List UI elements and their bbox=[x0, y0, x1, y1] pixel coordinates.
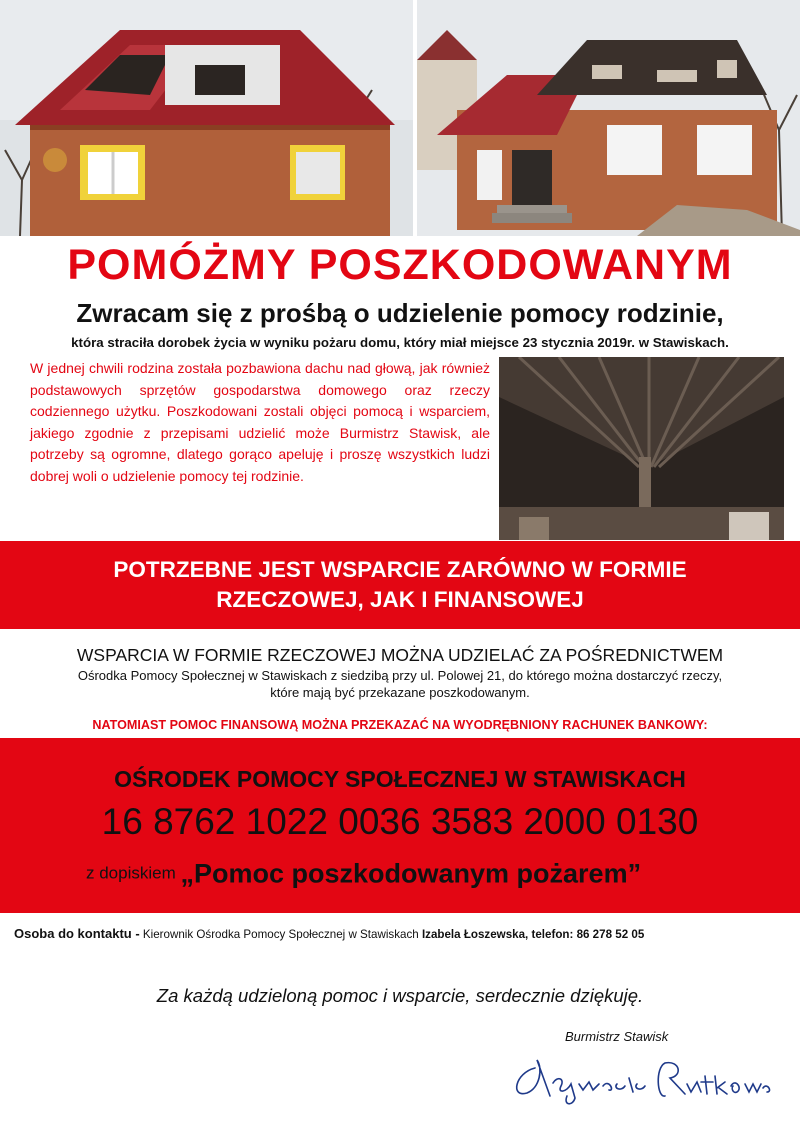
appeal-detail: która straciła dorobek życia w wyniku pożaru domu, który miał miejsce 23 stycznia 2019r. w Stawiskach. bbox=[71, 335, 729, 350]
transfer-note bbox=[86, 856, 641, 891]
signer-title: Burmistrz Stawisk bbox=[565, 1029, 669, 1044]
organization-name: OŚRODEK POMOCY SPOŁECZNEJ W STAWISKACH bbox=[114, 766, 686, 792]
transfer-note-title: „Pomoc poszkodowanym pożarem” bbox=[180, 858, 642, 889]
support-line-2: RZECZOWEJ, JAK I FINANSOWEJ bbox=[216, 587, 584, 612]
inkind-line-2: które mają być przekazane poszkodowanym. bbox=[270, 685, 530, 700]
burned-attic-interior-photo bbox=[499, 357, 784, 540]
transfer-note-prefix: z dopiskiem bbox=[86, 863, 176, 883]
inkind-details bbox=[0, 667, 800, 701]
bank-account-banner bbox=[0, 738, 800, 913]
title-banner bbox=[0, 236, 800, 294]
contact-label: Osoba do kontaktu - bbox=[14, 926, 140, 941]
page-title: POMÓŻMY POSZKODOWANYM bbox=[67, 241, 733, 289]
contact-name: Izabela Łoszewska, telefon: 86 278 52 05 bbox=[421, 928, 645, 941]
thanks-message: Za każdą udzieloną pomoc i wsparcie, serdecznie dziękuję. bbox=[156, 985, 644, 1006]
bank-account-number: 16 8762 1022 0036 3583 2000 0130 bbox=[101, 801, 699, 842]
inkind-heading: WSPARCIA W FORMIE RZECZOWEJ MOŻNA UDZIELAĆ ZA POŚREDNICTWEM bbox=[76, 645, 724, 665]
burned-house-side-photo bbox=[417, 0, 800, 236]
contact-line bbox=[14, 926, 644, 943]
inkind-line-1: Ośrodka Pomocy Społecznej w Stawiskach z siedzibą przy ul. Polowej 21, do którego można dostarczyć rzeczy, bbox=[77, 668, 723, 683]
burned-house-front-photo bbox=[0, 0, 413, 236]
financial-note: NATOMIAST POMOC FINANSOWĄ MOŻNA PRZEKAZAĆ NA WYODRĘBNIONY RACHUNEK BANKOWY: bbox=[92, 718, 708, 732]
support-line-1: POTRZEBNE JEST WSPARCIE ZARÓWNO W FORMIE bbox=[113, 557, 687, 582]
appeal-heading: Zwracam się z prośbą o udzielenie pomocy rodzinie, bbox=[76, 298, 724, 328]
handwritten-signature bbox=[505, 1048, 775, 1113]
contact-role: Kierownik Ośrodka Pomocy Społecznej w Stawiskach bbox=[142, 928, 419, 941]
support-banner bbox=[0, 541, 800, 629]
appeal-body: W jednej chwili rodzina została pozbawiona dachu nad głową, jak również podstawowych sprzętów gospodarstwa domowego oraz rzeczy codziennego użytku. Poszkodowani zostali objęci pomocą i wsparciem, jakiego zgodnie z przepisami udzielić może Burmistrz Stawisk, ale potrzeby są ogromne, dlatego gorąco apeluję i proszę wszystkich ludzi dobrej woli o udzielenie pomocy tej rodzinie. bbox=[30, 360, 490, 484]
